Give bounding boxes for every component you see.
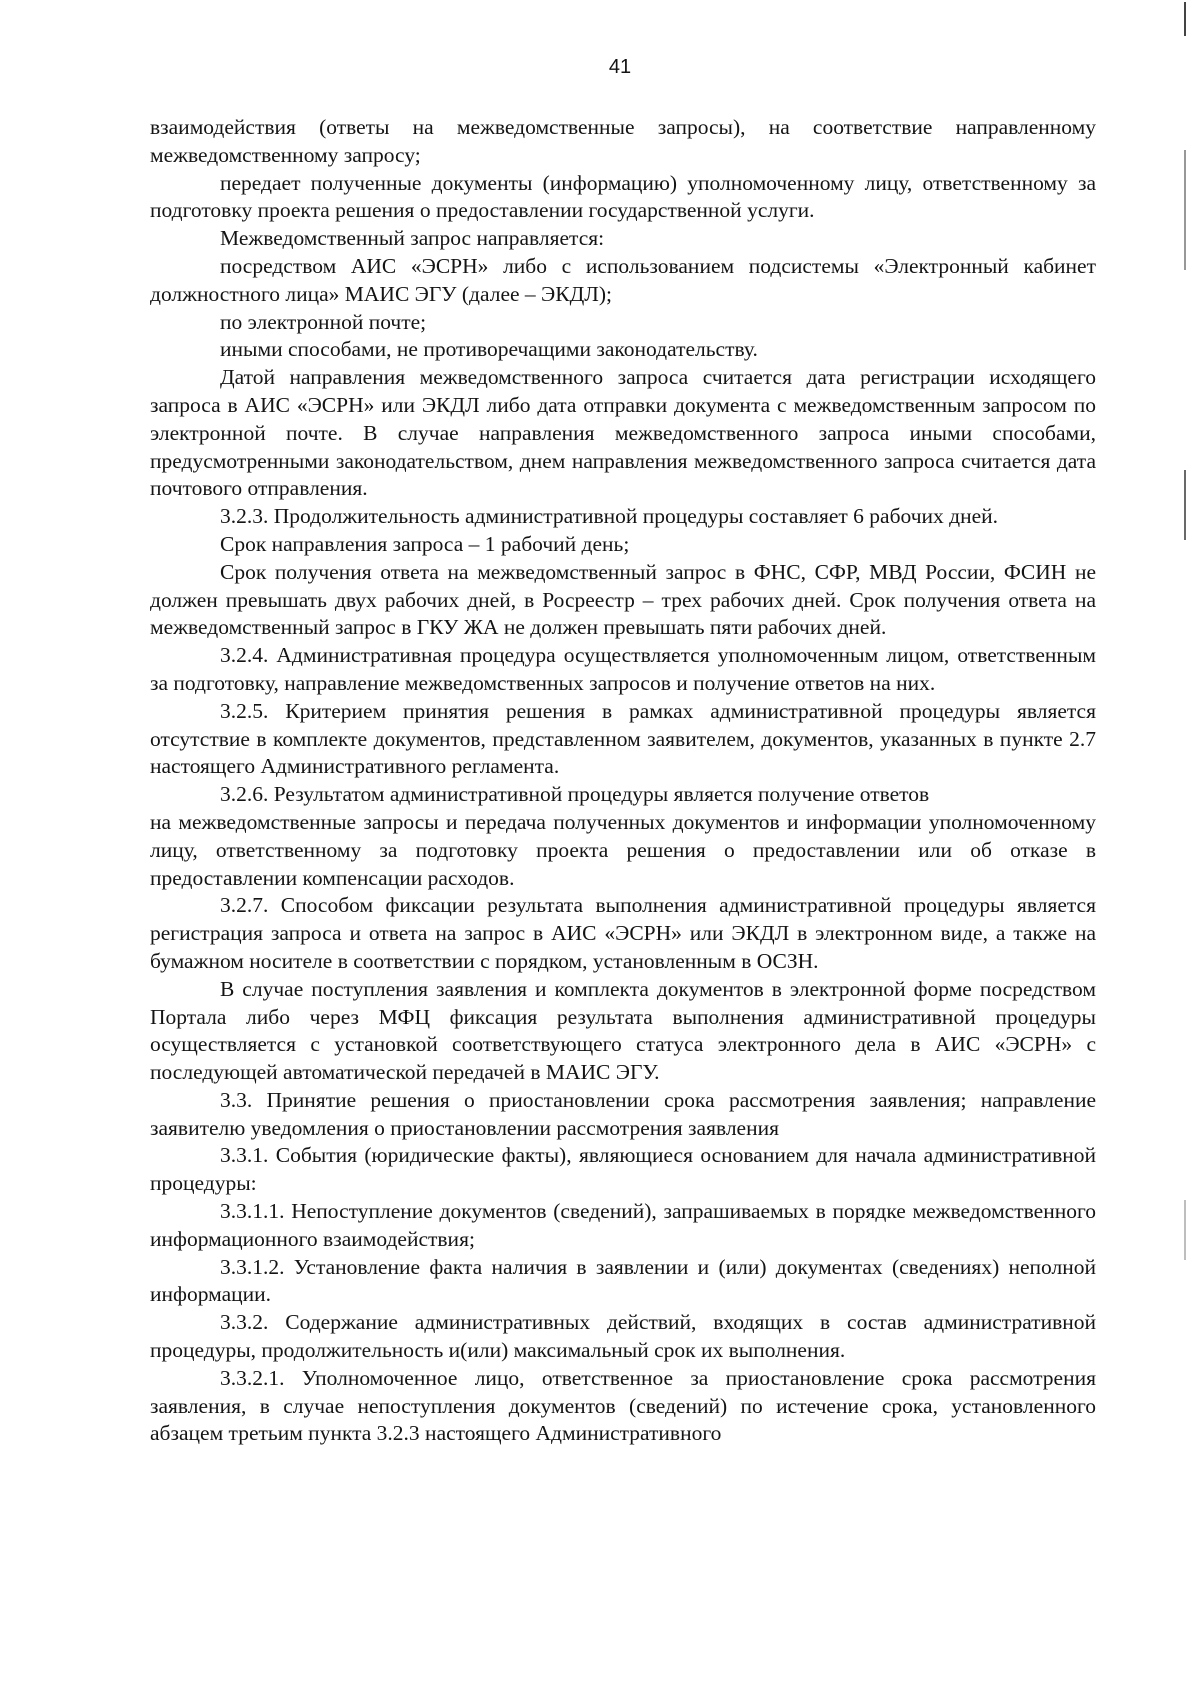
paragraph: 3.3.1. События (юридические факты), являющиеся основанием для начала административной процедуры: xyxy=(150,1143,1096,1196)
scan-edge-mark xyxy=(1184,2,1186,36)
paragraph: 3.2.5. Критерием принятия решения в рамках административной процедуры является отсутствие в комплекте документов, представленном заявителем, документов, указанных в пункте 2.7 настоящего Административного регламента. xyxy=(150,698,1096,779)
paragraph: по электронной почте; xyxy=(220,309,427,334)
paragraph: 3.3.2.1. Уполномоченное лицо, ответственное за приостановление срока рассмотрения заявления, в случае непоступления документов (сведений) по истечение срока, установленного абзацем третьим пункта 3.2.3 настоящего Административного xyxy=(150,1365,1096,1446)
paragraph: 3.3. Принятие решения о приостановлении срока рассмотрения заявления; направление заявителю уведомления о приостановлении рассмотрения заявления xyxy=(150,1087,1096,1140)
paragraph: 3.2.7. Способом фиксации результата выполнения административной процедуры является регистрация запроса и ответа на запрос в АИС «ЭСРН» или ЭКДЛ в электронном виде, а также на бумажном носителе в соответствии с порядком, установленным в ОСЗН. xyxy=(150,893,1096,973)
paragraph: 3.2.3. Продолжительность административной процедуры составляет 6 рабочих дней. xyxy=(220,504,999,529)
paragraph: Срок направления запроса – 1 рабочий день; xyxy=(220,531,630,556)
paragraph: взаимодействия (ответы на межведомственные запросы), на соответствие направленному межведомственному запросу; xyxy=(150,115,1096,167)
paragraph: Срок получения ответа на межведомственный запрос в ФНС, СФР, МВД России, ФСИН не должен превышать двух рабочих дней, в Росреестр – трех рабочих дней. Срок получения ответа на межведомственный запрос в ГКУ ЖА не должен превышать пяти рабочих дней. xyxy=(150,559,1096,640)
scan-edge-mark xyxy=(1184,1200,1186,1260)
paragraph: В случае поступления заявления и комплекта документов в электронной форме посредством Портала либо через МФЦ фиксация результата выполнения административной процедуры осуществляется с установкой соответствующего статуса электронного дела в АИС «ЭСРН» с последующей автоматической передачей в МАИС ЭГУ. xyxy=(150,976,1096,1085)
paragraph: на межведомственные запросы и передача полученных документов и информации уполномоченному лицу, ответственному за подготовку проекта решения о предоставлении или об отказе в предоставлении компенсации расходов. xyxy=(150,809,1096,890)
paragraph: Датой направления межведомственного запроса считается дата регистрации исходящего запроса в АИС «ЭСРН» или ЭКДЛ либо дата отправки документа с межведомственным запросом по электронной почте. В случае направления межведомственного запроса иными способами, предусмотренными законодательством, днем направления межведомственного запроса считается дата почтового отправления. xyxy=(150,365,1096,501)
paragraph: иными способами, не противоречащими законодательству. xyxy=(220,337,758,362)
paragraph: 3.2.6. Результатом административной процедуры является получение ответов xyxy=(220,782,930,807)
paragraph: 3.3.2. Содержание административных действий, входящих в состав административной процедуры, продолжительность и(или) максимальный срок их выполнения. xyxy=(150,1310,1096,1363)
paragraph: 3.3.1.1. Непоступление документов (сведений), запрашиваемых в порядке межведомственного информационного взаимодействия; xyxy=(150,1199,1096,1251)
page-number: 41 xyxy=(608,56,632,78)
scan-edge-mark xyxy=(1184,470,1186,540)
document-body xyxy=(150,114,1096,1448)
paragraph: передает полученные документы (информацию) уполномоченному лицу, ответственному за подготовку проекта решения о предоставлении государственной услуги. xyxy=(150,170,1096,223)
scan-edge-mark xyxy=(1184,150,1186,270)
paragraph: Межведомственный запрос направляется: xyxy=(220,226,605,251)
paragraph: посредством АИС «ЭСРН» либо с использованием подсистемы «Электронный кабинет должностного лица» МАИС ЭГУ (далее – ЭКДЛ); xyxy=(150,253,1096,306)
paragraph: 3.3.1.2. Установление факта наличия в заявлении и (или) документах (сведениях) неполной информации. xyxy=(150,1254,1096,1307)
paragraph: 3.2.4. Административная процедура осуществляется уполномоченным лицом, ответственным за подготовку, направление межведомственных запросов и получение ответов на них. xyxy=(150,643,1096,695)
